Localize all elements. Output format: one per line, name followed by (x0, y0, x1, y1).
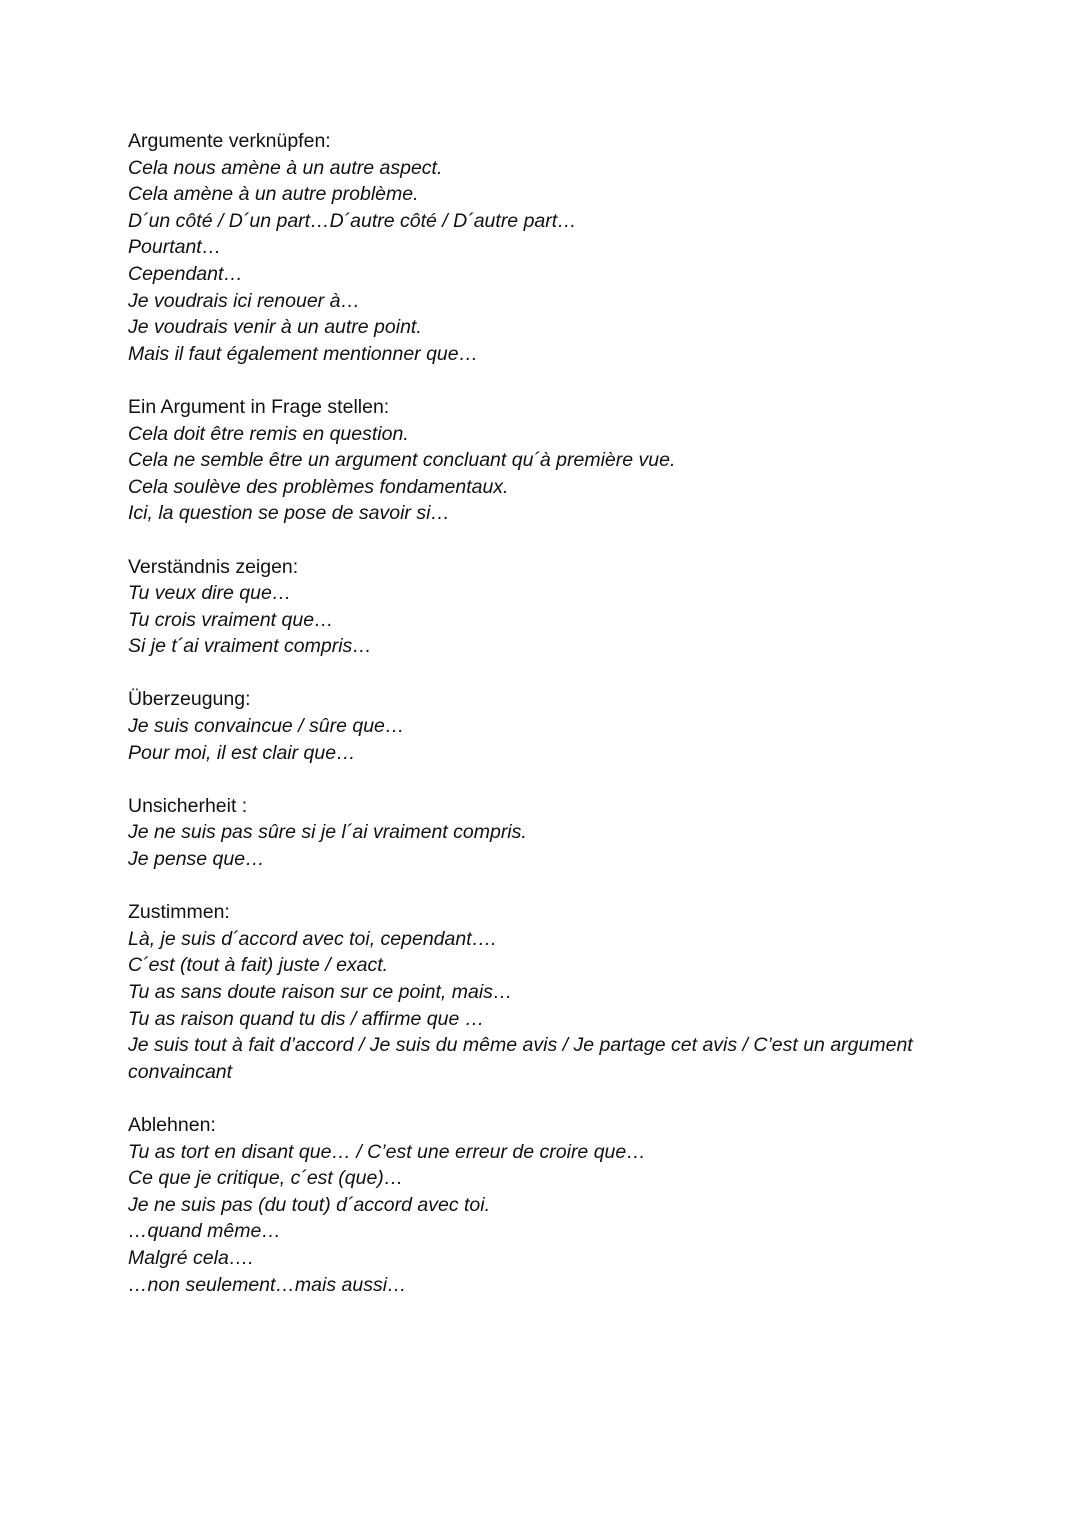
phrase-line: Cela amène à un autre problème. (128, 183, 419, 206)
phrase-line: Mais il faut également mentionner que… (128, 342, 479, 365)
section-heading: Unsicherheit : (128, 794, 248, 817)
phrase-line: Tu crois vraiment que… (128, 608, 334, 631)
phrase-line: Ici, la question se pose de savoir si… (128, 502, 450, 525)
section-argument-in-frage-stellen (128, 394, 968, 527)
section-heading: Argumente verknüpfen: (128, 130, 331, 152)
section-unsicherheit (128, 793, 968, 873)
phrase-line: Je ne suis pas (du tout) d´accord avec toi. (128, 1193, 491, 1216)
phrase-line: Cela soulève des problèmes fondamentaux. (128, 475, 509, 498)
section-verstaendnis-zeigen (128, 554, 968, 660)
section-heading: Ein Argument in Frage stellen: (128, 395, 390, 418)
phrase-line: Je voudrais ici renouer à… (128, 289, 360, 312)
phrase-line: Cependant… (128, 262, 243, 285)
phrase-line: Cela nous amène à un autre aspect. (128, 156, 443, 179)
section-heading: Ablehnen: (128, 1113, 216, 1136)
phrase-line: Malgré cela…. (128, 1246, 254, 1269)
section-heading: Verständnis zeigen: (128, 555, 299, 578)
phrase-line: Pour moi, il est clair que… (128, 741, 356, 764)
document-content (128, 128, 968, 1325)
section-argumente-verknuepfen (128, 128, 968, 367)
phrase-line: Cela doit être remis en question. (128, 422, 409, 445)
phrase-line: C´est (tout à fait) juste / exact. (128, 954, 389, 977)
phrase-line: Cela ne semble être un argument concluant qu´à première vue. (128, 449, 676, 472)
phrase-line: Je voudrais venir à un autre point. (128, 316, 422, 339)
phrase-line: Je suis convaincue / sûre que… (128, 715, 405, 738)
phrase-line: Là, je suis d´accord avec toi, cependant…. (128, 927, 497, 950)
phrase-line: Je suis tout à fait d’accord / Je suis du même avis / Je partage cet avis / C’est un argument convaincant (128, 1034, 913, 1083)
phrase-line: Tu as sans doute raison sur ce point, mais… (128, 981, 513, 1003)
section-zustimmen (128, 899, 968, 1085)
phrase-line: Tu as tort en disant que… / C’est une erreur de croire que… (128, 1140, 646, 1163)
section-heading: Überzeugung: (128, 688, 251, 711)
phrase-line: Pourtant… (128, 236, 222, 259)
phrase-line: D´un côté / D´un part…D´autre côté / D´autre part… (128, 209, 577, 232)
phrase-line: Je ne suis pas sûre si je l´ai vraiment compris. (128, 821, 527, 844)
phrase-line: Tu veux dire que… (128, 582, 292, 605)
phrase-line: Je pense que… (128, 848, 265, 871)
phrase-line: …quand même… (128, 1220, 281, 1243)
section-heading: Zustimmen: (128, 901, 230, 924)
section-ablehnen (128, 1112, 968, 1298)
phrase-line: Si je t´ai vraiment compris… (128, 635, 372, 658)
phrase-line: Ce que je critique, c´est (que)… (128, 1167, 404, 1190)
section-ueberzeugung (128, 686, 968, 766)
phrase-line: Tu as raison quand tu dis / affirme que … (128, 1007, 485, 1030)
phrase-line: …non seulement…mais aussi… (128, 1273, 407, 1296)
